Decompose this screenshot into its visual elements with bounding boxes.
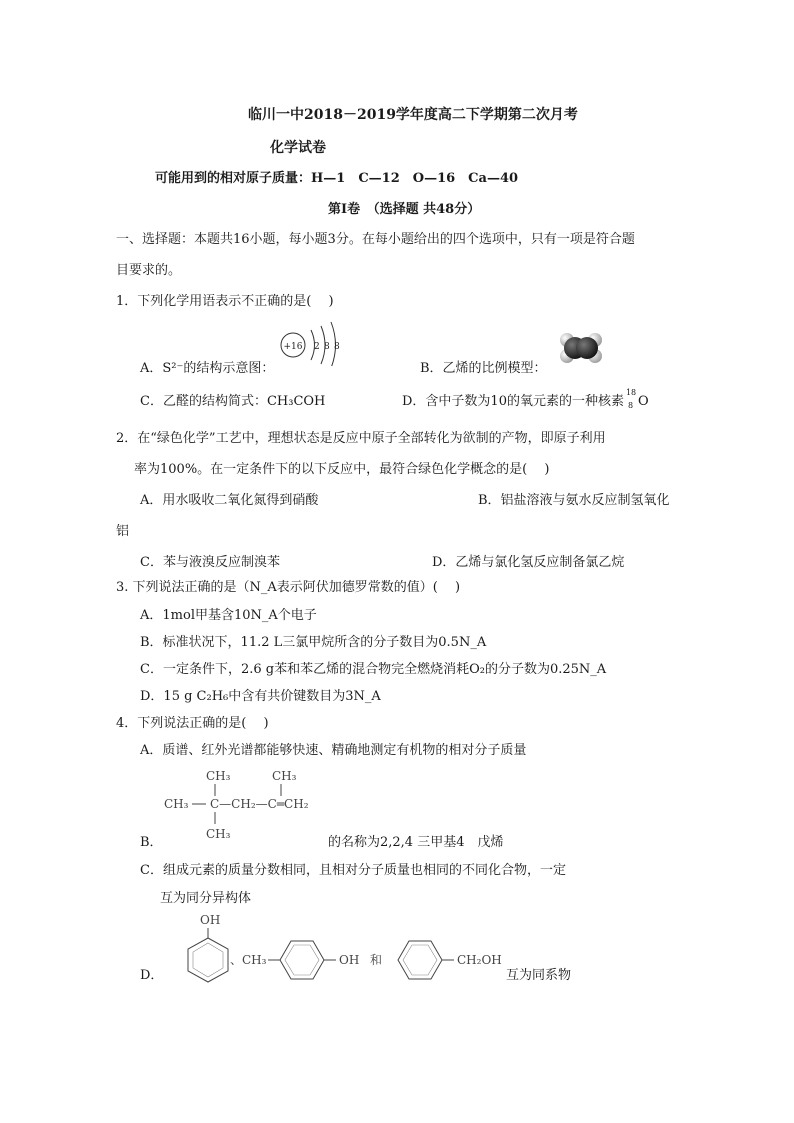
section-instructions-line1: 一、选择题：本题共16小题，每小题3分。在每小题给出的四个选项中，只有一项是符合题 (116, 232, 635, 247)
struct-b-main-chain: C—CH₂—C═CH₂ (210, 797, 309, 811)
separator: 、 (230, 953, 243, 967)
section-instructions-line2: 目要求的。 (116, 263, 182, 278)
benzene-ring-3 (398, 941, 442, 979)
q4-option-b-text: 的名称为2,2,4 三甲基4 戊烯 (328, 835, 504, 850)
q4-option-a: A．质谱、红外光谱都能够快速、精确地测定有机物的相对分子质量 (140, 743, 527, 758)
benzene-ring-inner-3 (403, 945, 437, 975)
q2-stem-line2: 率为100%。在一定条件下的以下反应中，最符合绿色化学概念的是( ) (134, 462, 550, 477)
struct-b-top-methyl-1: CH₃ (206, 769, 231, 783)
q2-option-b-wrap: 铝 (116, 524, 130, 539)
carbon-atom (576, 337, 598, 359)
q4-d-structures (164, 906, 524, 986)
q1-option-b: B．乙烯的比例模型： (420, 361, 547, 376)
nuclide-symbol: O (637, 394, 649, 409)
nuclide-notation (624, 388, 638, 410)
q4-stem: 4．下列说法正确的是( ) (116, 716, 269, 731)
benzene-ring-inner-2 (285, 945, 319, 975)
shell-count-3: 8 (334, 342, 340, 352)
q3-option-b: B．标准状况下，11.2 L三氯甲烷所含的分子数目为0.5N_A (140, 635, 487, 650)
q1-option-c: C．乙醛的结构简式：CH₃COH (140, 394, 326, 409)
phenol-oh-label: OH (200, 913, 221, 927)
shell-count-1: 2 (314, 342, 320, 352)
ethylene-space-filling-model (557, 330, 607, 366)
q3-option-a: A．1mol甲基含10N_A个电子 (140, 608, 317, 623)
methyl-label: CH₃ (242, 953, 267, 967)
q3-option-c: C．一定条件下，2.6 g苯和苯乙烯的混合物完全燃烧消耗O₂的分子数为0.25N_A (140, 662, 607, 677)
q4-option-c-line1: C．组成元素的质量分数相同，且相对分子质量也相同的不同化合物，一定 (140, 863, 566, 878)
nuclide-atomic-number: 8 (627, 401, 634, 410)
exam-title: 临川一中2018－2019学年度高二下学期第二次月考 (248, 107, 578, 123)
q2-stem-line1: 2．在“绿色化学”工艺中，理想状态是反应中原子全部转化为欲制的产物，即原子利用 (116, 431, 606, 446)
q1-stem: 1．下列化学用语表示不正确的是( ) (116, 294, 334, 309)
shell-count-2: 8 (324, 342, 330, 352)
benzene-ring-2 (280, 941, 324, 979)
q1-option-a: A．S²⁻的结构示意图： (140, 361, 275, 376)
q3-option-d: D．15 g C₂H₆中含有共价键数目为3N_A (140, 689, 381, 704)
benzyl-alcohol-label: CH₂OH (457, 953, 502, 967)
benzene-ring-1 (188, 938, 228, 982)
q1-option-d-text: D．含中子数为10的氧元素的一种核素 (402, 394, 624, 409)
q2-option-d: D．乙烯与氯化氢反应制备氯乙烷 (432, 555, 625, 570)
struct-b-bottom-methyl: CH₃ (206, 827, 231, 841)
q2-option-b: B．铝盐溶液与氨水反应制氢氧化 (478, 493, 670, 508)
sulfide-ion-structure-diagram (278, 318, 348, 366)
nuclide-mass-number: 18 (625, 388, 637, 397)
q1-option-d (402, 390, 649, 409)
part-title: 第Ⅰ卷 （选择题 共48分） (328, 202, 481, 217)
and-label: 和 (370, 953, 383, 967)
struct-b-top-methyl-2: CH₃ (272, 769, 297, 783)
subject-title: 化学试卷 (270, 140, 326, 156)
q4-b-structural-formula (160, 762, 340, 846)
q3-stem: 3. 下列说法正确的是（N_A表示阿伏加德罗常数的值）( ) (116, 580, 461, 595)
atomic-masses: 可能用到的相对原子质量：H—1 C—12 O—16 Ca—40 (155, 171, 519, 186)
benzene-ring-inner-1 (193, 943, 223, 977)
q4-option-b-label: B． (140, 835, 163, 850)
q4-option-d-label: D． (140, 968, 164, 983)
q4-option-d-text: 互为同系物 (506, 968, 572, 983)
struct-b-left-methyl: CH₃ (164, 797, 189, 811)
q2-option-a: A．用水吸收二氧化氮得到硝酸 (140, 493, 319, 508)
p-cresol-oh-label: OH (339, 953, 360, 967)
q4-option-c-line2: 互为同分异构体 (160, 891, 252, 906)
nucleus-charge: +16 (283, 342, 303, 352)
q2-option-c: C．苯与液溴反应制溴苯 (140, 555, 280, 570)
